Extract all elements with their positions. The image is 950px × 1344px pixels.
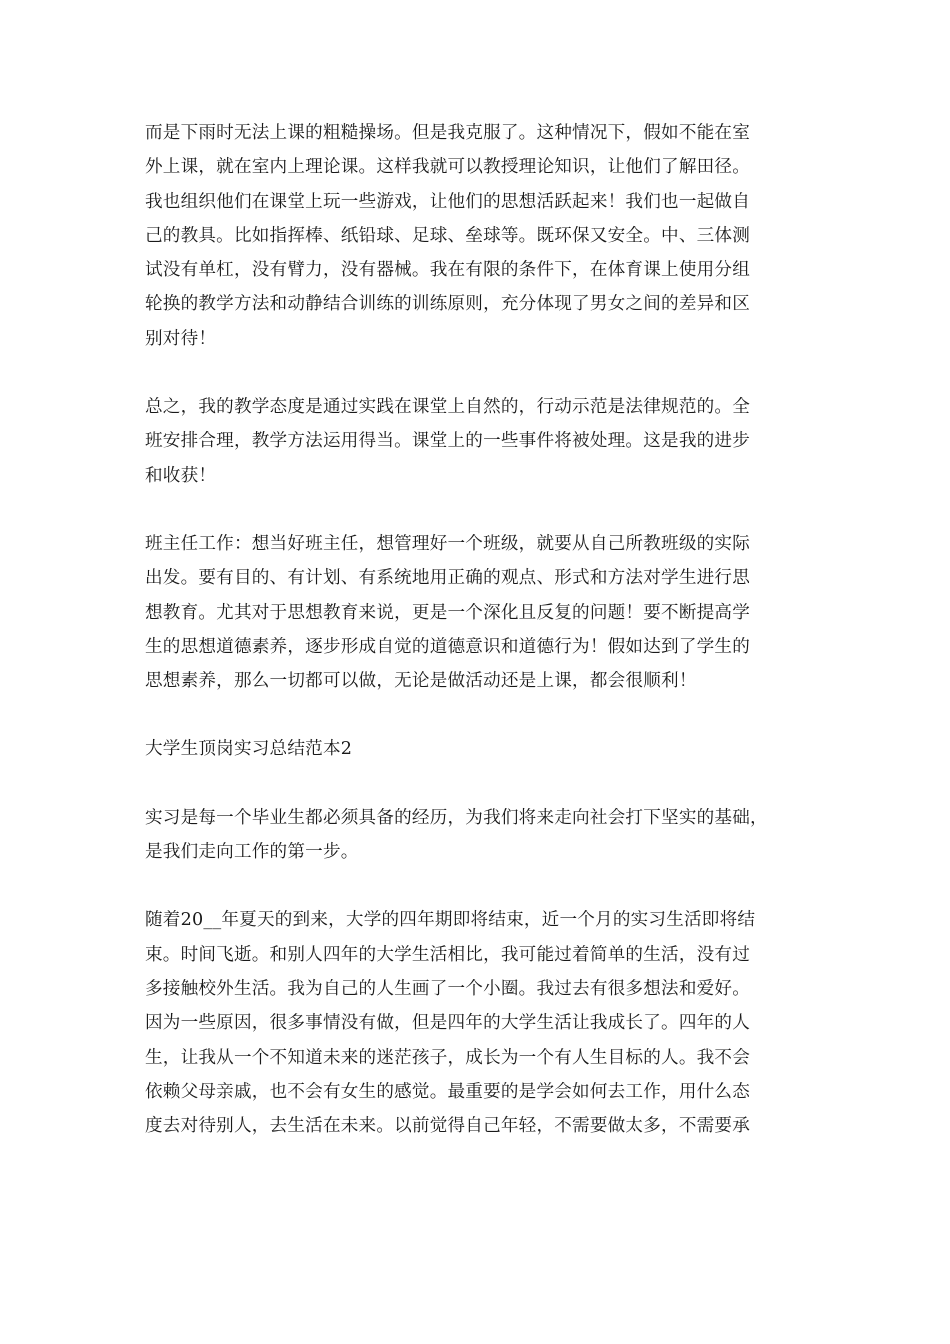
text-line: 因为一些原因，很多事情没有做，但是四年的大学生活让我成长了。四年的人	[145, 1013, 750, 1034]
text-line: 实习是每一个毕业生都必须具备的经历，为我们将来走向社会打下坚实的基础，	[145, 807, 768, 828]
paragraph-internship-intro	[145, 801, 813, 870]
document-body	[145, 116, 813, 1177]
text-line: 我也组织他们在课堂上玩一些游戏，让他们的思想活跃起来！我们也一起做自	[145, 191, 750, 212]
text-line: 束。时间飞逝。和别人四年的大学生活相比，我可能过着简单的生活，没有过	[145, 944, 750, 965]
text-line: 生，让我从一个不知道未来的迷茫孩子，成长为一个有人生目标的人。我不会	[145, 1047, 750, 1068]
text-line: 随着20__年夏天的到来，大学的四年期即将结束，近一个月的实习生活即将结	[145, 910, 756, 931]
text-line: 和收获！	[145, 465, 217, 486]
text-line: 度去对待别人，去生活在未来。以前觉得自己年轻，不需要做太多，不需要承	[145, 1116, 750, 1137]
text-line: 外上课，就在室内上理论课。这样我就可以教授理论知识，让他们了解田径。	[145, 157, 750, 178]
text-line: 依赖父母亲戚，也不会有女生的感觉。最重要的是学会如何去工作，用什么态	[145, 1081, 750, 1102]
paragraph-teaching-conditions	[145, 116, 813, 356]
text-line: 试没有单杠，没有臂力，没有器械。我在有限的条件下，在体育课上使用分组	[145, 260, 750, 281]
text-line: 班安排合理，教学方法运用得当。课堂上的一些事件将被处理。这是我的进步	[145, 431, 750, 452]
text-line: 思想素养，那么一切都可以做，无论是做活动还是上课，都会很顺利！	[145, 671, 697, 692]
paragraph-summary	[145, 390, 813, 493]
text-line: 出发。要有目的、有计划、有系统地用正确的观点、形式和方法对学生进行思	[145, 568, 750, 589]
text-line: 是我们走向工作的第一步。	[145, 842, 359, 863]
text-line: 己的教具。比如指挥棒、纸铅球、足球、垒球等。既环保又安全。中、三体测	[145, 225, 750, 246]
text-line: 轮换的教学方法和动静结合训练的训练原则，充分体现了男女之间的差异和区	[145, 294, 750, 315]
section-heading-text: 大学生顶岗实习总结范本2	[145, 739, 353, 760]
text-line: 总之，我的教学态度是通过实践在课堂上自然的，行动示范是法律规范的。全	[145, 397, 750, 418]
text-line: 班主任工作：想当好班主任，想管理好一个班级，就要从自己所教班级的实际	[145, 533, 750, 554]
text-line: 别对待！	[145, 328, 217, 349]
paragraph-class-teacher-work	[145, 527, 813, 698]
text-line: 想教育。尤其对于思想教育来说，更是一个深化且反复的问题！要不断提高学	[145, 602, 750, 623]
text-line: 多接触校外生活。我为自己的人生画了一个小圈。我过去有很多想法和爱好。	[145, 978, 750, 999]
text-line: 生的思想道德素养，逐步形成自觉的道德意识和道德行为！假如达到了学生的	[145, 636, 750, 657]
text-line: 而是下雨时无法上课的粗糙操场。但是我克服了。这种情况下，假如不能在室	[145, 123, 750, 143]
paragraph-university-life	[145, 903, 813, 1143]
section-heading	[145, 732, 813, 766]
